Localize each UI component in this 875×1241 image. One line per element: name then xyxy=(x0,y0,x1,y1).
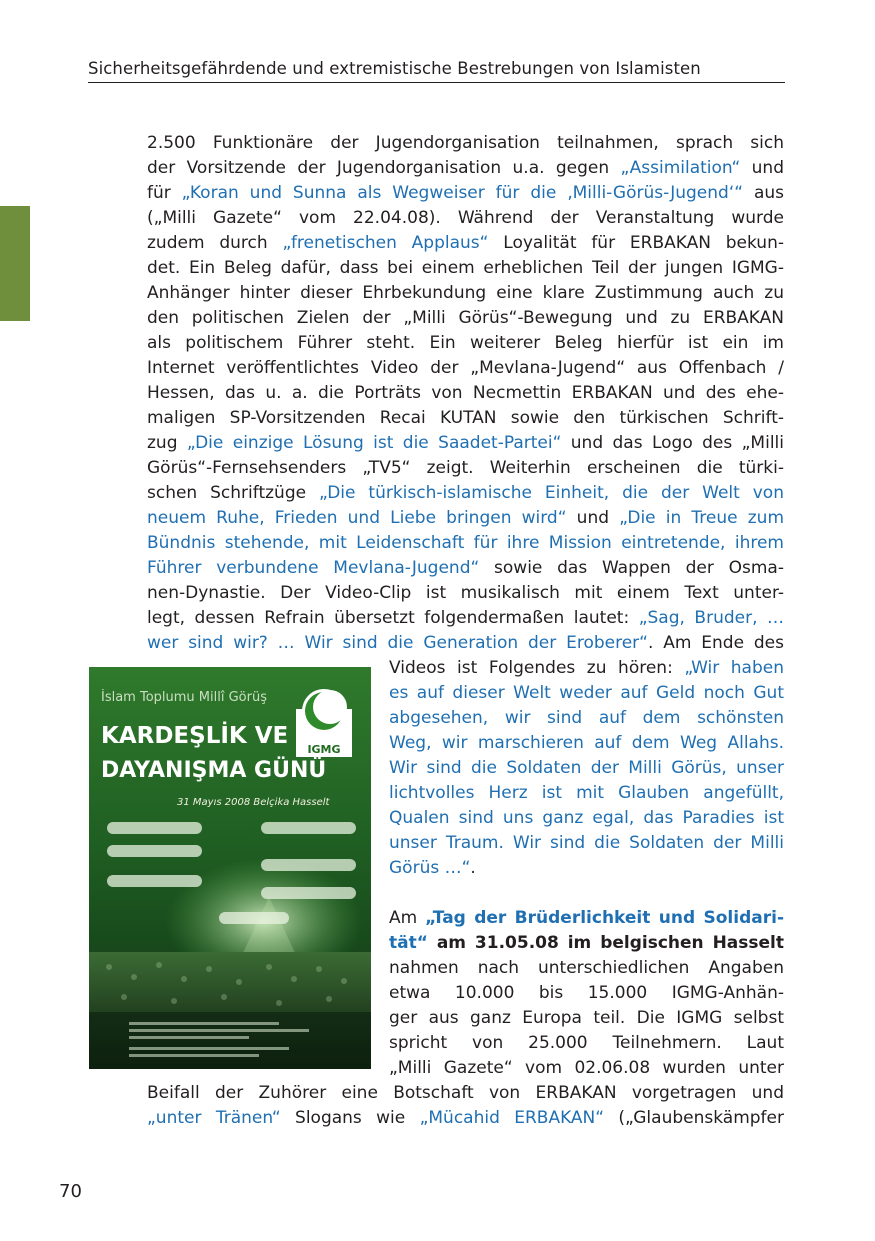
quote: „Tag der Brüderlichkeit und Solidari- xyxy=(425,908,784,928)
text-line: nahmen nach unterschiedlichen Angaben xyxy=(389,958,784,978)
text-line: zudem durch „frenetischen Applaus“ Loyalität für ERBAKAN bekun- xyxy=(147,233,784,253)
running-header: Sicherheitsgefährdende und extremistische Bestrebungen von Islamisten xyxy=(88,59,701,78)
quote: „unter Tränen“ xyxy=(147,1108,281,1128)
quote: wer sind wir? … Wir sind die Generation der Eroberer“ xyxy=(147,633,648,653)
text-line: etwa 10.000 bis 15.000 IGMG-Anhän- xyxy=(389,983,784,1003)
text-line: 2.500 Funktionäre der Jugendorganisation teilnahmen, sprach sich xyxy=(147,133,784,153)
quote: „Mücahid ERBAKAN“ xyxy=(419,1108,605,1128)
text-line: „unter Tränen“ Slogans wie „Mücahid ERBAKAN“ („Glaubenskämpfer xyxy=(147,1108,784,1128)
text-line: Görüs …“. xyxy=(389,858,476,878)
text-line: abgesehen, wir sind auf dem schönsten xyxy=(389,708,784,728)
text-line: det. Ein Beleg dafür, dass bei einem erheblichen Teil der jungen IGMG- xyxy=(147,258,784,278)
quote: „Koran und Sunna als Wegweiser für die ‚Milli-Görüs-Jugend‘“ xyxy=(181,183,744,203)
text-line: wer sind wir? … Wir sind die Generation der Eroberer“. Am Ende des xyxy=(147,633,784,653)
poster-title-line-1: KARDEŞLİK VE xyxy=(101,723,289,749)
text-line: Görüs“-Fernsehsenders „TV5“ zeigt. Weiterhin erscheinen die türki- xyxy=(147,458,784,478)
text-line: ger aus ganz Europa teil. Die IGMG selbst xyxy=(389,1008,784,1028)
text-line: nen-Dynastie. Der Video-Clip ist musikalisch mit einem Text unter- xyxy=(147,583,784,603)
text-line: („Milli Gazete“ vom 22.04.08). Während der Veranstaltung wurde xyxy=(147,208,784,228)
text-line: Am „Tag der Brüderlichkeit und Solidari- xyxy=(389,908,784,928)
text-line: Beifall der Zuhörer eine Botschaft von ERBAKAN vorgetragen und xyxy=(147,1083,784,1103)
text-line: Anhänger hinter dieser Ehrbekundung eine klare Zustimmung auch zu xyxy=(147,283,784,303)
text-line: spricht von 25.000 Teilnehmern. Laut xyxy=(389,1033,784,1053)
header-rule xyxy=(88,82,785,83)
quote: „Die in Treue zum xyxy=(619,508,784,528)
event-poster-image xyxy=(89,667,371,1069)
text-line: Bündnis stehende, mit Leidenschaft für ihre Mission eintretende, ihrem xyxy=(147,533,784,553)
text-line: Weg, wir marschieren auf dem Weg Allahs. xyxy=(389,733,784,753)
text-line: Hessen, das u. a. die Porträts von Necmettin ERBAKAN und des ehe- xyxy=(147,383,784,403)
quote: tät“ xyxy=(389,933,428,953)
quote: „frenetischen Applaus“ xyxy=(282,233,489,253)
text-line: „Milli Gazete“ vom 02.06.08 wurden unter xyxy=(389,1058,784,1078)
poster-date-line: 31 Mayıs 2008 Belçika Hasselt xyxy=(177,797,330,808)
quote: „Die einzige Lösung ist die Saadet-Partei“ xyxy=(186,433,562,453)
text-line: der Vorsitzende der Jugendorganisation u.a. gegen „Assimilation“ und xyxy=(147,158,784,178)
text-line: den politischen Zielen der „Milli Görüs“-Bewegung und zu ERBAKAN xyxy=(147,308,784,328)
text-line: Qualen sind uns ganz egal, das Paradies ist xyxy=(389,808,784,828)
quote: „Die türkisch-islamische Einheit, die der Welt von xyxy=(319,483,784,503)
text-line: schen Schriftzüge „Die türkisch-islamische Einheit, die der Welt von xyxy=(147,483,784,503)
page-number: 70 xyxy=(59,1181,82,1202)
text-line: Führer verbundene Mevlana-Jugend“ sowie das Wappen der Osma- xyxy=(147,558,784,578)
text-line: als politischem Führer steht. Ein weiterer Beleg hierfür ist ein im xyxy=(147,333,784,353)
quote: „Sag, Bruder, … xyxy=(638,608,784,628)
text-line: Wir sind die Soldaten der Milli Görüs, unser xyxy=(389,758,784,778)
quote: Görüs …“ xyxy=(389,858,471,878)
poster-top-line: İslam Toplumu Millî Görüş xyxy=(101,690,267,705)
quote: „Wir haben xyxy=(684,658,784,678)
text-line: zug „Die einzige Lösung ist die Saadet-Partei“ und das Logo des „Milli xyxy=(147,433,784,453)
poster-title-line-2: DAYANIŞMA GÜNÜ xyxy=(101,758,327,783)
text-line: maligen SP-Vorsitzenden Recai KUTAN sowie den türkischen Schrift- xyxy=(147,408,784,428)
quote: neuem Ruhe, Frieden und Liebe bringen wird“ xyxy=(147,508,567,528)
logo-lettering: IGMG xyxy=(307,743,341,756)
text-line: für „Koran und Sunna als Wegweiser für die ‚Milli-Görüs-Jugend‘“ aus xyxy=(147,183,784,203)
chapter-side-tab xyxy=(0,206,30,321)
text-line: Videos ist Folgendes zu hören: „Wir haben xyxy=(389,658,784,678)
quote: „Assimilation“ xyxy=(620,158,741,178)
text-line: neuem Ruhe, Frieden und Liebe bringen wird“ und „Die in Treue zum xyxy=(147,508,784,528)
text-line: es auf dieser Welt weder auf Geld noch Gut xyxy=(389,683,784,703)
text-line: Internet veröffentlichtes Video der „Mevlana-Jugend“ aus Offenbach / xyxy=(147,358,784,378)
text-line: tät“ am 31.05.08 im belgischen Hasselt xyxy=(389,933,784,953)
text-line: legt, dessen Refrain übersetzt folgendermaßen lautet: „Sag, Bruder, … xyxy=(147,608,784,628)
text-line: unser Traum. Wir sind die Soldaten der Milli xyxy=(389,833,784,853)
text-line: lichtvolles Herz ist mit Glauben angefüllt, xyxy=(389,783,784,803)
quote: Führer verbundene Mevlana-Jugend“ xyxy=(147,558,480,578)
